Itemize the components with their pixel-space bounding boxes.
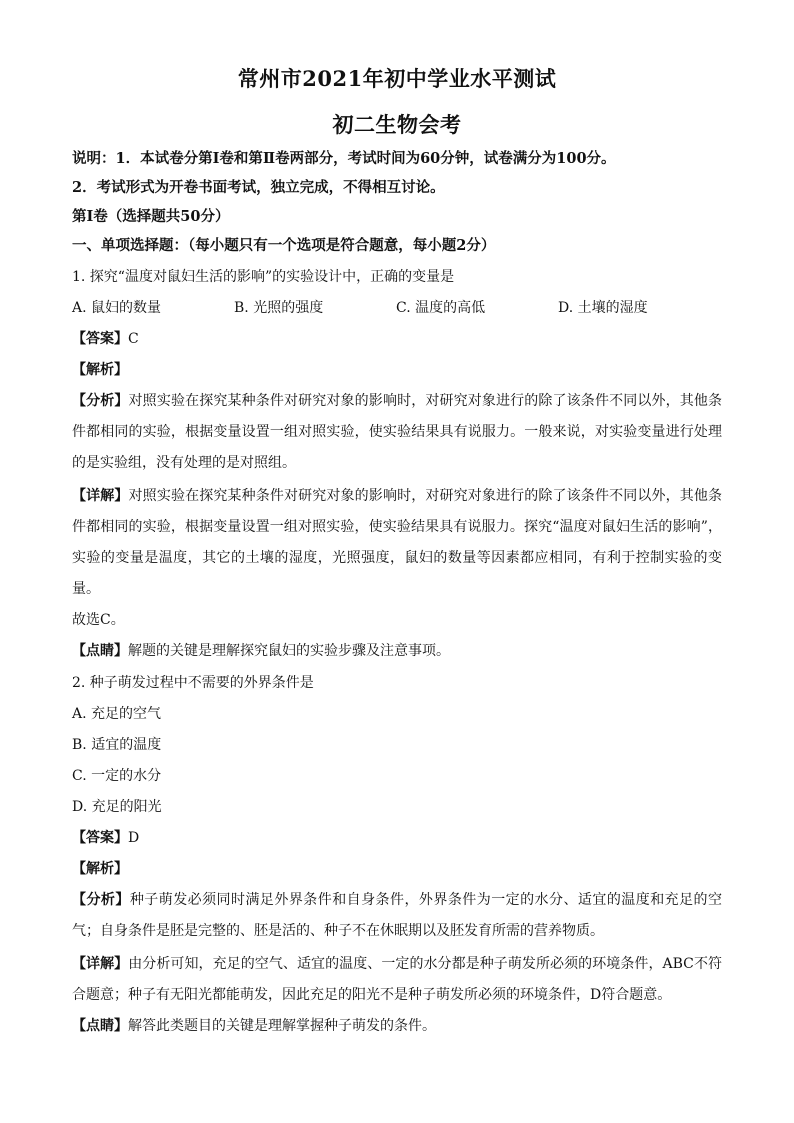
xiangjie-text: 由分析可知，充足的空气、适宜的温度、一定的水分都是种子萌发所必须的环境条件，ABC不符合题意；种子有无阳光都能萌发，因此充足的阳光不是种子萌发所必须的环境条件，D符合题意。 <box>72 956 723 1003</box>
section-type-heading: 一、单项选择题：（每小题只有一个选项是符合题意，每小题2分） <box>72 237 496 254</box>
xiangjie-tag: 【详解】 <box>72 488 129 504</box>
instruction-line-1: 说明：1．本试卷分第Ⅰ卷和第Ⅱ卷两部分，考试时间为60分钟，试卷满分为100分。 <box>72 150 616 167</box>
fenxi-text: 对照实验在探究某种条件对研究对象的影响时，对研究对象进行的除了该条件不同以外，其他条件都相同的实验，根据变量设置一组对照实验，使实验结果具有说服力。一般来说，对实验变量进行处理的是实验组，没有处理的是对照组。 <box>72 393 723 471</box>
xiangjie-paragraph <box>72 481 722 605</box>
option-a: A. 充足的空气 <box>72 706 162 722</box>
answer-line <box>72 329 722 349</box>
option-b: B. 光照的强度 <box>234 300 324 316</box>
dianjing-text: 解答此类题目的关键是理解掌握种子萌发的条件。 <box>128 1018 436 1034</box>
answer-tag: 【答案】 <box>72 331 128 347</box>
analysis-tag: 【解析】 <box>72 861 128 877</box>
question-2 <box>72 673 722 1042</box>
instruction-line-2: 2．考试形式为开卷书面考试，独立完成，不得相互讨论。 <box>72 179 445 196</box>
fenxi-paragraph <box>72 386 722 479</box>
dianjing-paragraph <box>72 1011 722 1042</box>
exam-subtitle: 初二生物会考 <box>332 112 462 137</box>
xiangjie-text: 对照实验在探究某种条件对研究对象的影响时，对研究对象进行的除了该条件不同以外，其他条件都相同的实验，根据变量设置一组对照实验，使实验结果具有说服力。探究“温度对鼠妇生活的影响”，实验的变量是温度，其它的土壤的湿度，光照强度，鼠妇的数量等因素都应相同，有利于控制实验的变量。 <box>72 488 723 597</box>
section-part-heading: 第Ⅰ卷（选择题共50分） <box>72 208 230 225</box>
answer-value: D <box>128 830 140 846</box>
exam-page <box>72 62 722 1042</box>
fenxi-tag: 【分析】 <box>72 393 129 409</box>
dianjing-tag: 【点睛】 <box>72 1018 128 1034</box>
answer-value: C <box>128 331 139 347</box>
exam-title: 常州市2021年初中学业水平测试 <box>237 66 557 91</box>
question-stem: 2. 种子萌发过程中不需要的外界条件是 <box>72 675 314 691</box>
answer-tag: 【答案】 <box>72 830 128 846</box>
conclusion-line: 故选C。 <box>72 612 125 628</box>
xiangjie-tag: 【详解】 <box>72 956 129 972</box>
xiangjie-paragraph <box>72 949 722 1011</box>
option-b: B. 适宜的温度 <box>72 737 162 753</box>
fenxi-paragraph <box>72 885 722 947</box>
option-c: C. 一定的水分 <box>72 768 162 784</box>
question-options-row <box>72 298 722 318</box>
fenxi-tag: 【分析】 <box>72 892 130 908</box>
dianjing-text: 解题的关键是理解探究鼠妇的实验步骤及注意事项。 <box>128 643 450 659</box>
option-d: D. 土壤的湿度 <box>558 300 648 316</box>
question-1 <box>72 267 722 667</box>
dianjing-tag: 【点睛】 <box>72 643 128 659</box>
dianjing-paragraph <box>72 636 722 667</box>
answer-line <box>72 828 722 848</box>
option-c: C. 温度的高低 <box>396 300 486 316</box>
option-d: D. 充足的阳光 <box>72 799 162 815</box>
fenxi-text: 种子萌发必须同时满足外界条件和自身条件，外界条件为一定的水分、适宜的温度和充足的空气；自身条件是胚是完整的、胚是活的、种子不在休眠期以及胚发育所需的营养物质。 <box>72 892 723 939</box>
analysis-tag: 【解析】 <box>72 362 128 378</box>
option-a: A. 鼠妇的数量 <box>72 300 162 316</box>
question-stem: 1. 探究“温度对鼠妇生活的影响”的实验设计中，正确的变量是 <box>72 269 455 285</box>
